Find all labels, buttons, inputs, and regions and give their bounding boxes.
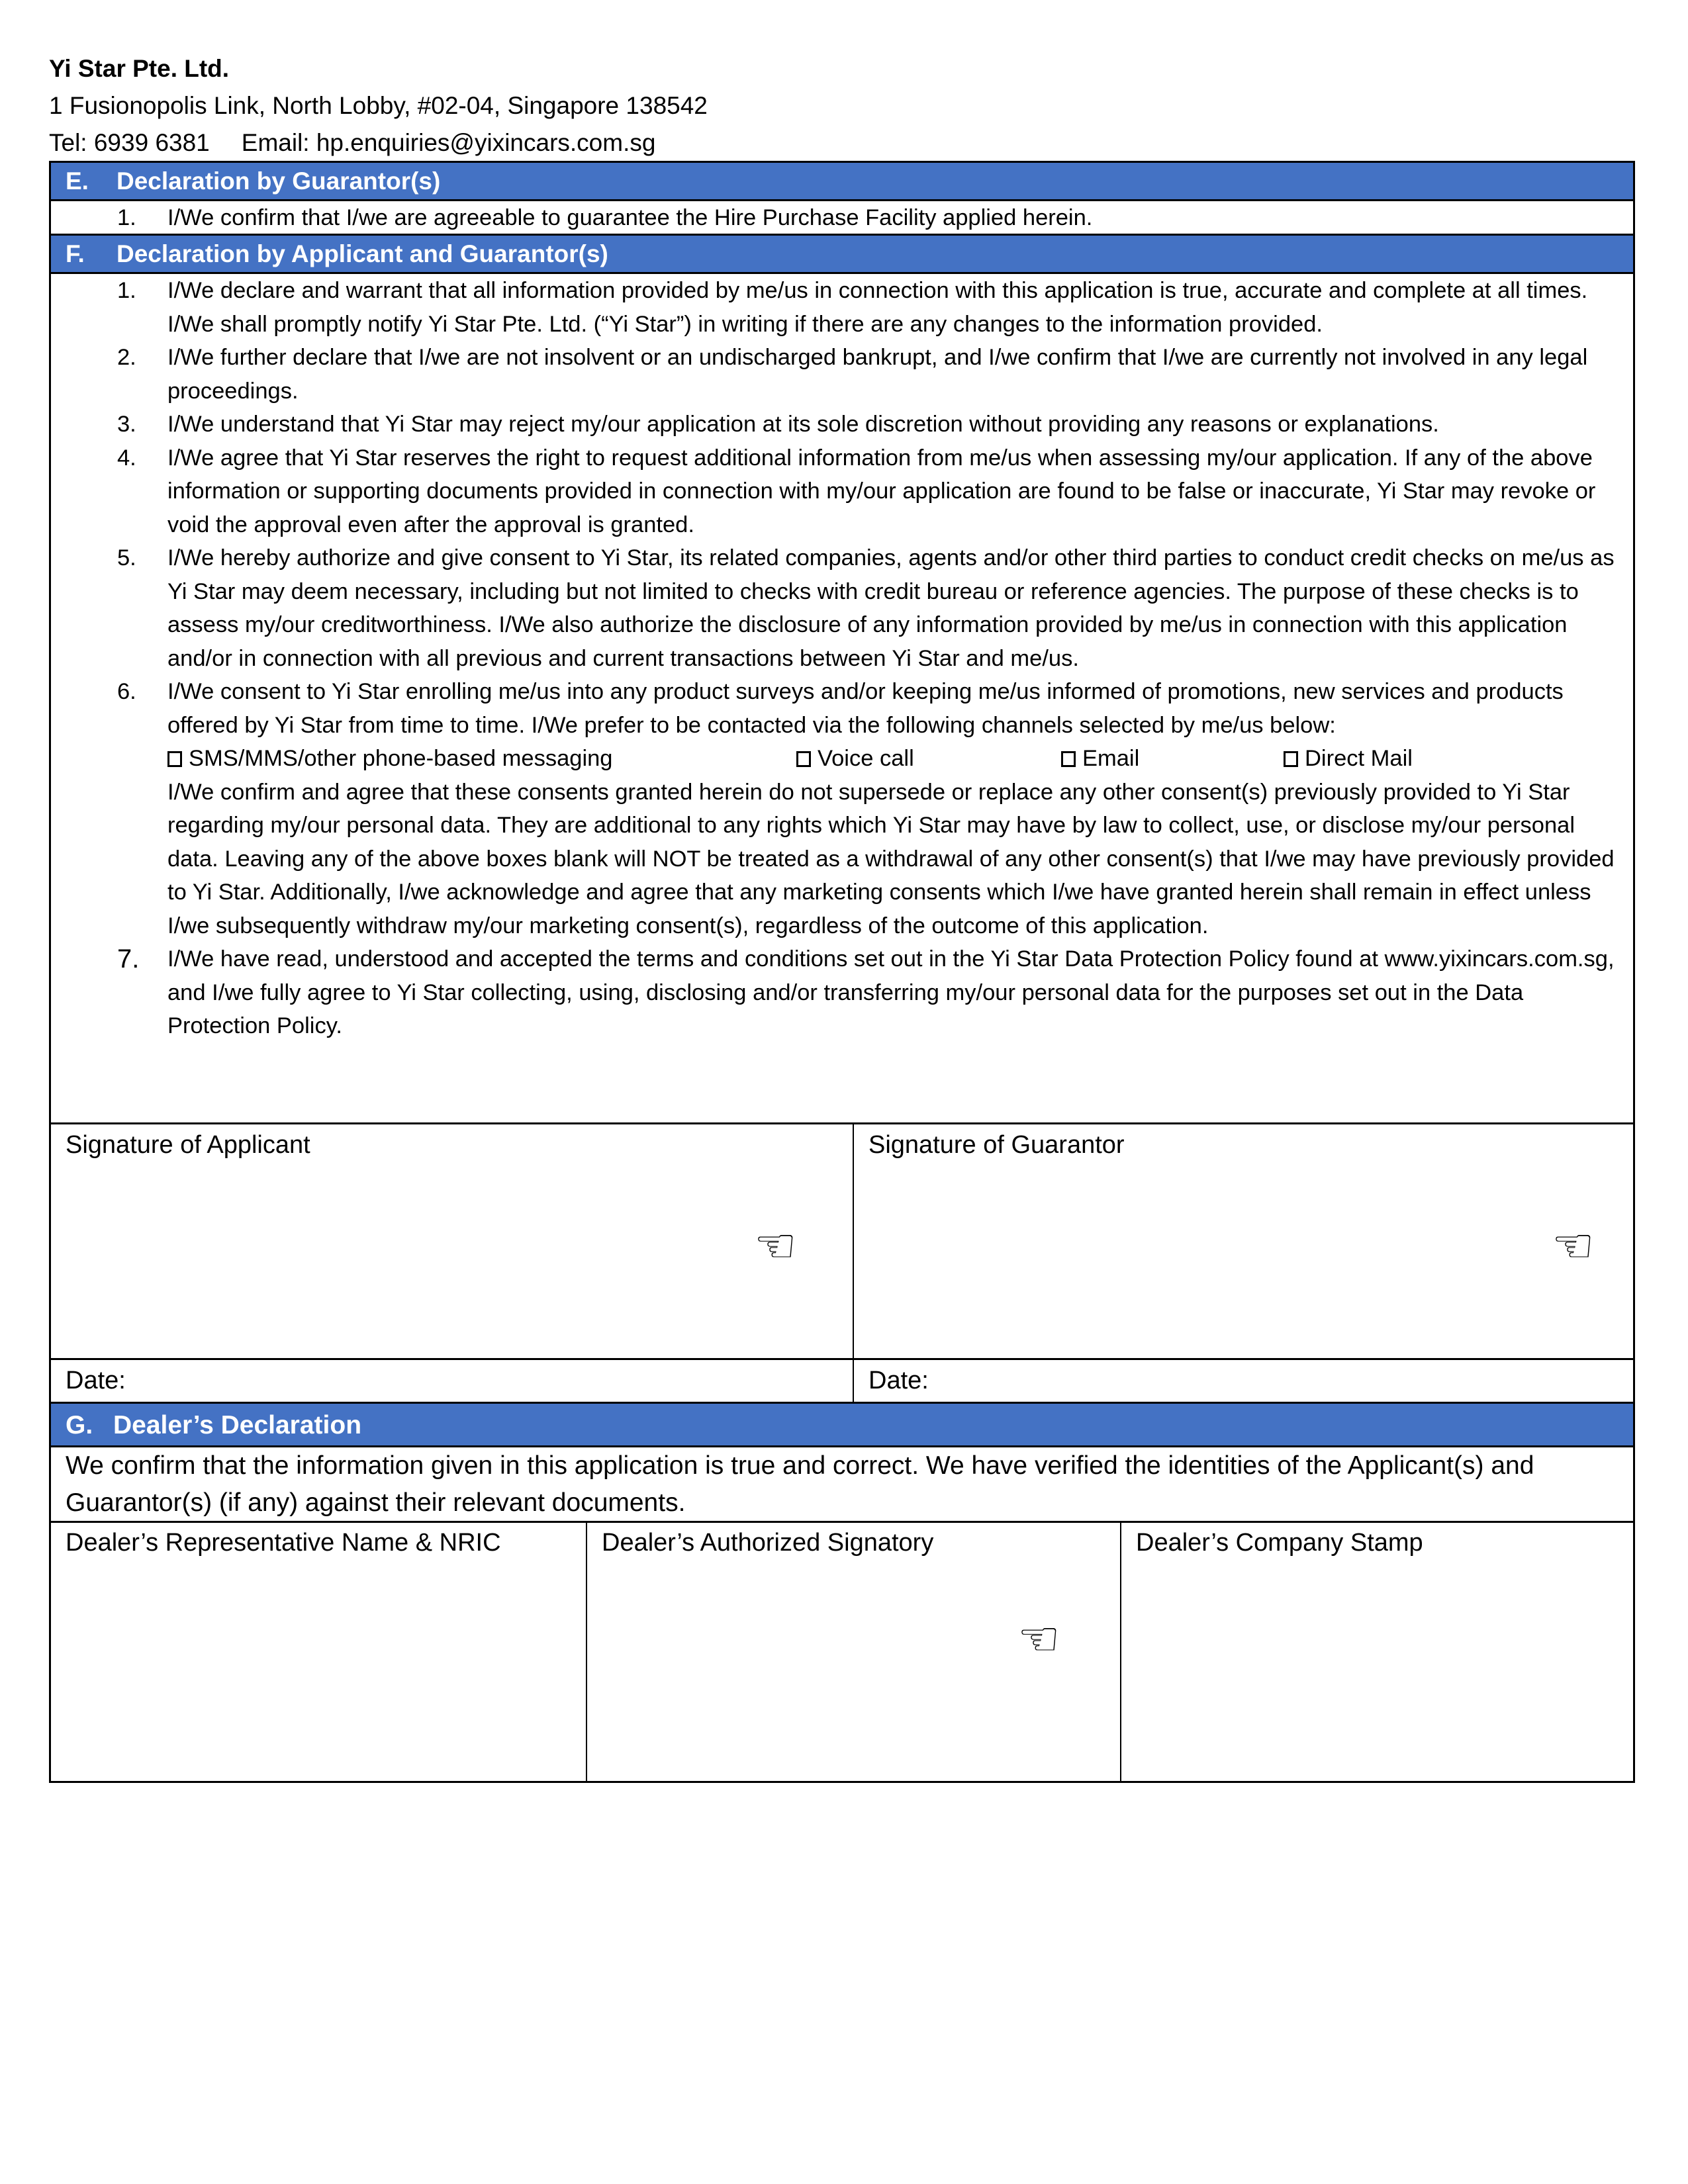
applicant-date-label: Date: — [66, 1367, 126, 1394]
checkbox-email[interactable] — [1061, 742, 1284, 776]
pointing-hand-icon: ☜ — [1552, 1220, 1595, 1273]
section-f-header — [51, 236, 1633, 274]
checkbox-icon[interactable] — [167, 751, 182, 767]
consent-note: I/We confirm and agree that these consents granted herein do not supersede or replace any other consent(s) previously provided to Yi Star regarding my/our personal data. They are additional to any rights which Yi Star may have by law to collect, use, or disclose my/our personal data. Leaving any of the above boxes blank will NOT be treated as a withdrawal of any other consent(s) that I/we may have previously provided to Yi Star. Additionally, I/we acknowledge and agree that any marketing consents which I/we have granted herein shall remain in effect unless I/we subsequently withdraw my/our marketing consent(s), regardless of the outcome of this application. — [167, 779, 1615, 938]
section-f-title: Declaration by Applicant and Guarantor(s) — [117, 240, 608, 267]
company-contact — [49, 124, 655, 161]
item-text: I/We understand that Yi Star may reject my/our application at its sole discretion without providing any reasons or explanations. — [167, 412, 1439, 437]
company-address: 1 Fusionopolis Link, North Lobby, #02-04, Singapore 138542 — [49, 92, 708, 119]
item-number: 7. — [117, 944, 140, 974]
pointing-hand-icon: ☜ — [1017, 1613, 1060, 1666]
signature-row — [51, 1124, 1633, 1360]
section-e-title: Declaration by Guarantor(s) — [117, 167, 441, 195]
section-e-header — [51, 163, 1633, 201]
declaration-form — [49, 161, 1635, 1783]
item-text: I/We declare and warrant that all information provided by me/us in connection with this application is true, accurate and complete at all times. I/We shall promptly notify Yi Star Pte. Ltd. (“Yi Star”) in writing if there are any changes to the information provided. — [167, 278, 1588, 337]
date-row — [51, 1360, 1633, 1404]
section-e-body — [51, 201, 1633, 236]
checkbox-icon[interactable] — [796, 751, 811, 767]
item-number: 5. — [117, 545, 136, 570]
section-e-list — [51, 201, 1633, 235]
list-item — [51, 942, 1633, 1043]
checkbox-voice-call[interactable] — [796, 742, 1061, 776]
item-text: I/We hereby authorize and give consent to Yi Star, its related companies, agents and/or other third parties to conduct credit checks on me/us as Yi Star may deem necessary, including but not limited to checks with credit bureau or reference agencies. The purpose of these checks is to assess my/our creditworthiness. I/We also authorize the disclosure of any information provided by me/us in connection with this application and/or in connection with all previous and current transactions between Yi Star and me/us. — [167, 545, 1615, 671]
company-tel: Tel: 6939 6381 — [49, 129, 210, 156]
section-f-list — [51, 274, 1633, 1043]
dealer-fields-row — [51, 1523, 1633, 1781]
item-text: I/We have read, understood and accepted the terms and conditions set out in the Yi Star Data Protection Policy found at www.yixincars.com.sg, and I/we fully agree to Yi Star collecting, using, disclosing and/or transferring my/our personal data for the purposes set out in the Data Protection Policy. — [167, 946, 1615, 1038]
guarantor-signature-label: Signature of Guarantor — [868, 1131, 1125, 1159]
list-item — [51, 201, 1633, 235]
guarantor-date-field[interactable] — [854, 1360, 1633, 1402]
checkbox-label: Voice call — [818, 746, 914, 771]
checkbox-direct-mail[interactable] — [1284, 742, 1413, 776]
contact-channel-options — [167, 742, 1620, 776]
checkbox-icon[interactable] — [1284, 751, 1298, 767]
checkbox-sms[interactable] — [167, 742, 796, 776]
dealer-representative-field[interactable] — [51, 1523, 587, 1781]
list-item — [51, 341, 1633, 408]
item-text: I/We further declare that I/we are not insolvent or an undischarged bankrupt, and I/we confirm that I/we are currently not involved in any legal proceedings. — [167, 345, 1588, 404]
item-text: I/We confirm that I/we are agreeable to guarantee the Hire Purchase Facility applied herein. — [167, 205, 1093, 230]
list-item — [51, 675, 1633, 942]
list-item — [51, 441, 1633, 542]
guarantor-signature-field[interactable] — [854, 1124, 1633, 1358]
checkbox-label: Email — [1082, 746, 1140, 771]
item-number: 2. — [117, 345, 136, 370]
checkbox-icon[interactable] — [1061, 751, 1076, 767]
item-number: 6. — [117, 679, 136, 704]
item-number: 4. — [117, 445, 136, 471]
dealer-statement: We confirm that the information given in this application is true and correct. We have verified the identities of the Applicant(s) and Guarantor(s) (if any) against their relevant documents. — [51, 1447, 1633, 1523]
section-g-title: Dealer’s Declaration — [113, 1411, 362, 1439]
item-text: I/We consent to Yi Star enrolling me/us into any product surveys and/or keeping me/us informed of promotions, new services and products offered by Yi Star from time to time. I/We prefer to be contacted via the following channels selected by me/us below: — [167, 679, 1564, 738]
list-item — [51, 274, 1633, 341]
section-g-header — [51, 1404, 1633, 1447]
checkbox-label: Direct Mail — [1305, 746, 1413, 771]
applicant-signature-field[interactable] — [51, 1124, 854, 1358]
pointing-hand-icon: ☜ — [754, 1220, 797, 1273]
company-name: Yi Star Pte. Ltd. — [49, 55, 230, 82]
checkbox-label: SMS/MMS/other phone-based messaging — [189, 746, 613, 771]
dealer-stamp-label: Dealer’s Company Stamp — [1136, 1529, 1423, 1557]
applicant-signature-label: Signature of Applicant — [66, 1131, 310, 1159]
list-item — [51, 408, 1633, 441]
dealer-stamp-field[interactable] — [1121, 1523, 1633, 1781]
item-text: I/We agree that Yi Star reserves the right to request additional information from me/us when assessing my/our application. If any of the above information or supporting documents provided in connection with my/our application are found to be false or inaccurate, Yi Star may revoke or void the approval even after the approval is granted. — [167, 445, 1596, 537]
applicant-date-field[interactable] — [51, 1360, 854, 1402]
dealer-signatory-field[interactable] — [587, 1523, 1121, 1781]
item-number: 1. — [117, 205, 136, 230]
list-item — [51, 541, 1633, 675]
item-number: 3. — [117, 412, 136, 437]
section-f-body — [51, 274, 1633, 1124]
dealer-representative-label: Dealer’s Representative Name & NRIC — [66, 1529, 501, 1557]
company-email: Email: hp.enquiries@yixincars.com.sg — [241, 129, 656, 156]
item-number: 1. — [117, 278, 136, 303]
dealer-signatory-label: Dealer’s Authorized Signatory — [602, 1529, 934, 1557]
section-e-letter: E. — [66, 167, 89, 195]
guarantor-date-label: Date: — [868, 1367, 929, 1394]
section-f-letter: F. — [66, 240, 85, 267]
section-g-letter: G. — [66, 1411, 93, 1439]
